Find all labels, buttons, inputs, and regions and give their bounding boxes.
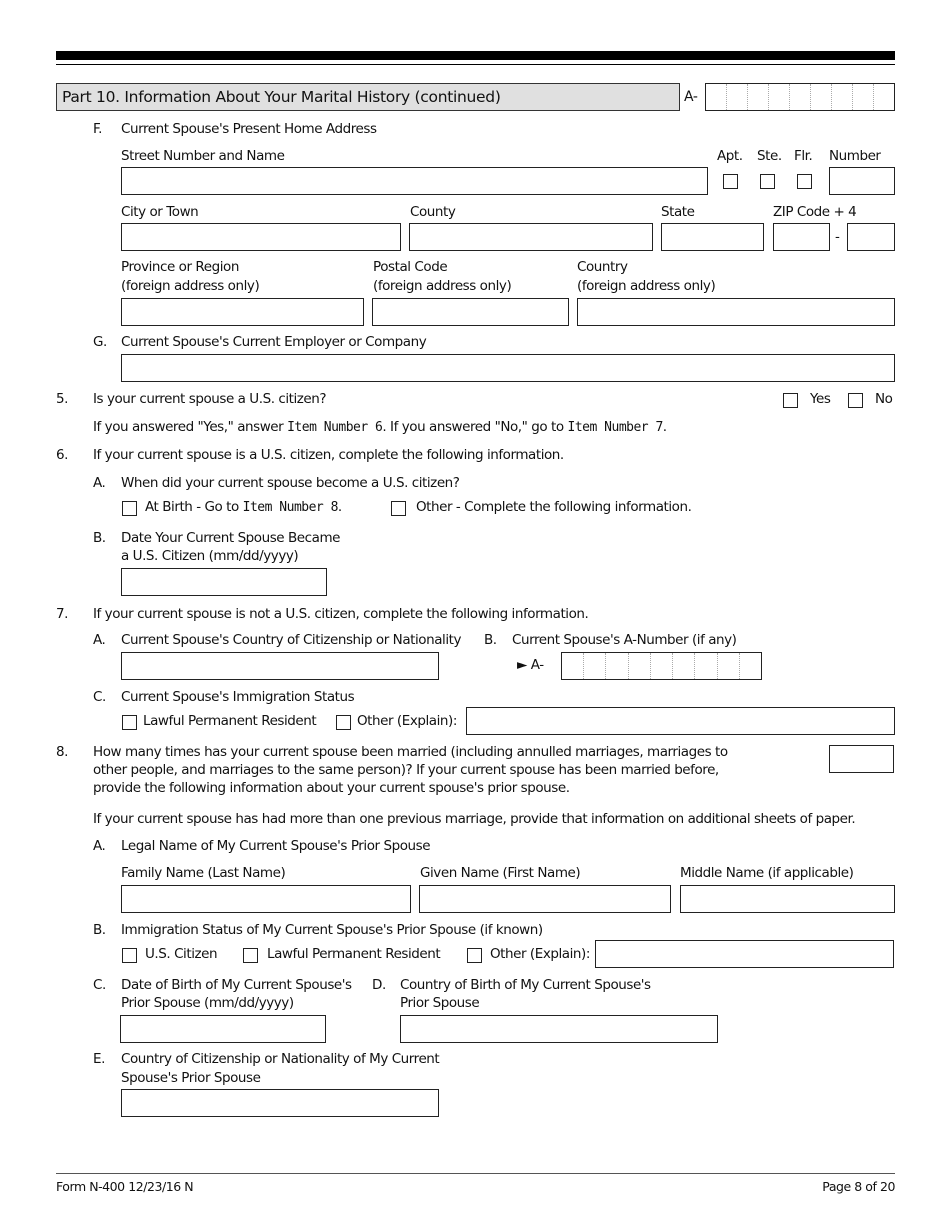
apt-checkbox[interactable] bbox=[723, 174, 738, 189]
prior-dob-input[interactable] bbox=[120, 1015, 326, 1043]
ste-checkbox[interactable] bbox=[760, 174, 775, 189]
q8-c-line1: Date of Birth of My Current Spouse's bbox=[121, 977, 352, 993]
q6-text: If your current spouse is a U.S. citizen, complete the following information. bbox=[93, 447, 564, 463]
prior-other-label: Other (Explain): bbox=[490, 946, 590, 962]
postal-code-input[interactable] bbox=[372, 298, 569, 326]
q7-letter-b: B. bbox=[484, 632, 497, 648]
prior-lpr-label: Lawful Permanent Resident bbox=[267, 946, 441, 962]
prior-other-checkbox[interactable] bbox=[467, 948, 482, 963]
province-foreign-note: (foreign address only) bbox=[121, 278, 260, 294]
q8-d-line1: Country of Birth of My Current Spouse's bbox=[400, 977, 651, 993]
q7-letter-c: C. bbox=[93, 689, 106, 705]
given-name-label: Given Name (First Name) bbox=[420, 865, 581, 881]
q8-line1: How many times has your current spouse been married (including annulled marriages, marriages to bbox=[93, 744, 728, 760]
f-label: Current Spouse's Present Home Address bbox=[121, 121, 377, 137]
q6-a-text: When did your current spouse become a U.S. citizen? bbox=[121, 475, 460, 491]
prior-middle-name-input[interactable] bbox=[680, 885, 895, 913]
prior-citizenship-input[interactable] bbox=[121, 1089, 439, 1117]
item-number-8: 8. bbox=[56, 744, 68, 760]
zip-input[interactable] bbox=[773, 223, 830, 251]
street-input[interactable] bbox=[121, 167, 708, 195]
at-birth-text: At Birth - Go to bbox=[145, 499, 243, 515]
q8-letter-a: A. bbox=[93, 838, 106, 854]
country-label: Country bbox=[577, 259, 628, 275]
spouse-other-status-label: Other (Explain): bbox=[357, 713, 457, 729]
q8-letter-d: D. bbox=[372, 977, 386, 993]
g-label: Current Spouse's Current Employer or Company bbox=[121, 334, 427, 350]
q5-instructions bbox=[93, 418, 667, 437]
zip-dash: - bbox=[835, 229, 840, 245]
item-letter-f: F. bbox=[93, 121, 102, 137]
q7-c-text: Current Spouse's Immigration Status bbox=[121, 689, 355, 705]
zip-plus4-input[interactable] bbox=[847, 223, 895, 251]
q7-a-text: Current Spouse's Country of Citizenship or Nationality bbox=[121, 632, 462, 648]
spouse-other-status-input[interactable] bbox=[466, 707, 895, 735]
county-input[interactable] bbox=[409, 223, 653, 251]
other-citizen-checkbox[interactable] bbox=[391, 501, 406, 516]
q8-letter-c: C. bbox=[93, 977, 106, 993]
q8-b-text: Immigration Status of My Current Spouse's Prior Spouse (if known) bbox=[121, 922, 543, 938]
spouse-a-number-input[interactable] bbox=[561, 652, 762, 680]
county-label: County bbox=[410, 204, 456, 220]
q8-a-text: Legal Name of My Current Spouse's Prior Spouse bbox=[121, 838, 431, 854]
q5-no-label: No bbox=[875, 391, 893, 407]
q8-d-line2: Prior Spouse bbox=[400, 995, 480, 1011]
prior-lpr-checkbox[interactable] bbox=[243, 948, 258, 963]
q8-e-line2: Spouse's Prior Spouse bbox=[121, 1070, 261, 1086]
postal-label: Postal Code bbox=[373, 259, 448, 275]
q5-yes-label: Yes bbox=[810, 391, 831, 407]
prior-given-name-input[interactable] bbox=[419, 885, 671, 913]
q8-letter-b: B. bbox=[93, 922, 106, 938]
street-label: Street Number and Name bbox=[121, 148, 285, 164]
spouse-lpr-label: Lawful Permanent Resident bbox=[143, 713, 317, 729]
state-label: State bbox=[661, 204, 695, 220]
unit-number-input[interactable] bbox=[829, 167, 895, 195]
number-label: Number bbox=[829, 148, 881, 164]
flr-checkbox[interactable] bbox=[797, 174, 812, 189]
prior-citizen-label: U.S. Citizen bbox=[145, 946, 218, 962]
a-number-input[interactable] bbox=[705, 83, 895, 111]
footer-rule bbox=[56, 1173, 895, 1174]
q8-c-line2: Prior Spouse (mm/dd/yyyy) bbox=[121, 995, 294, 1011]
q8-line3: provide the following information about your current spouse's prior spouse. bbox=[93, 780, 570, 796]
postal-foreign-note: (foreign address only) bbox=[373, 278, 512, 294]
province-label: Province or Region bbox=[121, 259, 239, 275]
country-input[interactable] bbox=[577, 298, 895, 326]
zip-label: ZIP Code + 4 bbox=[773, 204, 857, 220]
q5-ref-item7: Item Number 7 bbox=[567, 420, 663, 435]
part-title: Part 10. Information About Your Marital History (continued) bbox=[62, 88, 501, 106]
q7-b-text: Current Spouse's A-Number (if any) bbox=[512, 632, 737, 648]
q8-line2: other people, and marriages to the same person)? If your current spouse has been married before, bbox=[93, 762, 719, 778]
footer-page-number: Page 8 of 20 bbox=[822, 1179, 895, 1194]
q8-letter-e: E. bbox=[93, 1051, 105, 1067]
item-number-6: 6. bbox=[56, 447, 68, 463]
q5-question: Is your current spouse a U.S. citizen? bbox=[93, 391, 327, 407]
q8-e-line1: Country of Citizenship or Nationality of My Current bbox=[121, 1051, 440, 1067]
prior-other-input[interactable] bbox=[595, 940, 894, 968]
spouse-lpr-checkbox[interactable] bbox=[122, 715, 137, 730]
footer-form-id: Form N-400 12/23/16 N bbox=[56, 1179, 194, 1194]
item-letter-g: G. bbox=[93, 334, 107, 350]
q6-letter-a: A. bbox=[93, 475, 106, 491]
flr-label: Flr. bbox=[794, 148, 813, 164]
q5-ref-item6: Item Number 6 bbox=[287, 420, 383, 435]
apt-label: Apt. bbox=[717, 148, 743, 164]
family-name-label: Family Name (Last Name) bbox=[121, 865, 286, 881]
citizen-date-input[interactable] bbox=[121, 568, 327, 596]
q6-b-line2: a U.S. Citizen (mm/dd/yyyy) bbox=[121, 548, 299, 564]
city-label: City or Town bbox=[121, 204, 199, 220]
item-number-7: 7. bbox=[56, 606, 68, 622]
employer-input[interactable] bbox=[121, 354, 895, 382]
top-thin-rule bbox=[56, 64, 895, 65]
prior-citizen-checkbox[interactable] bbox=[122, 948, 137, 963]
prior-country-birth-input[interactable] bbox=[400, 1015, 718, 1043]
ste-label: Ste. bbox=[757, 148, 782, 164]
province-input[interactable] bbox=[121, 298, 364, 326]
q7-letter-a: A. bbox=[93, 632, 106, 648]
middle-name-label: Middle Name (if applicable) bbox=[680, 865, 854, 881]
q5-note-b: . If you answered "No," go to bbox=[382, 419, 568, 435]
q6-letter-b: B. bbox=[93, 530, 106, 546]
q5-note-a: If you answered "Yes," answer bbox=[93, 419, 288, 435]
at-birth-end: . bbox=[337, 499, 342, 515]
city-input[interactable] bbox=[121, 223, 401, 251]
q6-b-line1: Date Your Current Spouse Became bbox=[121, 530, 341, 546]
q5-yes-checkbox[interactable] bbox=[783, 393, 798, 408]
country-foreign-note: (foreign address only) bbox=[577, 278, 716, 294]
q7-text: If your current spouse is not a U.S. citizen, complete the following information. bbox=[93, 606, 589, 622]
q5-no-checkbox[interactable] bbox=[848, 393, 863, 408]
times-married-input[interactable] bbox=[829, 745, 894, 773]
at-birth-ref: Item Number 8 bbox=[242, 500, 338, 515]
at-birth-checkbox[interactable] bbox=[122, 501, 137, 516]
item-number-5: 5. bbox=[56, 391, 68, 407]
a-number-label: A- bbox=[684, 89, 698, 105]
spouse-a-number-prefix: ► A- bbox=[517, 657, 544, 673]
at-birth-label bbox=[145, 498, 342, 517]
state-select[interactable] bbox=[661, 223, 764, 251]
prior-family-name-input[interactable] bbox=[121, 885, 411, 913]
spouse-citizenship-input[interactable] bbox=[121, 652, 439, 680]
q5-note-c: . bbox=[662, 419, 667, 435]
q8-note: If your current spouse has had more than one previous marriage, provide that information on additional sheets of paper. bbox=[93, 811, 856, 827]
spouse-other-status-checkbox[interactable] bbox=[336, 715, 351, 730]
top-thick-rule bbox=[56, 51, 895, 60]
other-citizen-label: Other - Complete the following information. bbox=[416, 499, 692, 515]
